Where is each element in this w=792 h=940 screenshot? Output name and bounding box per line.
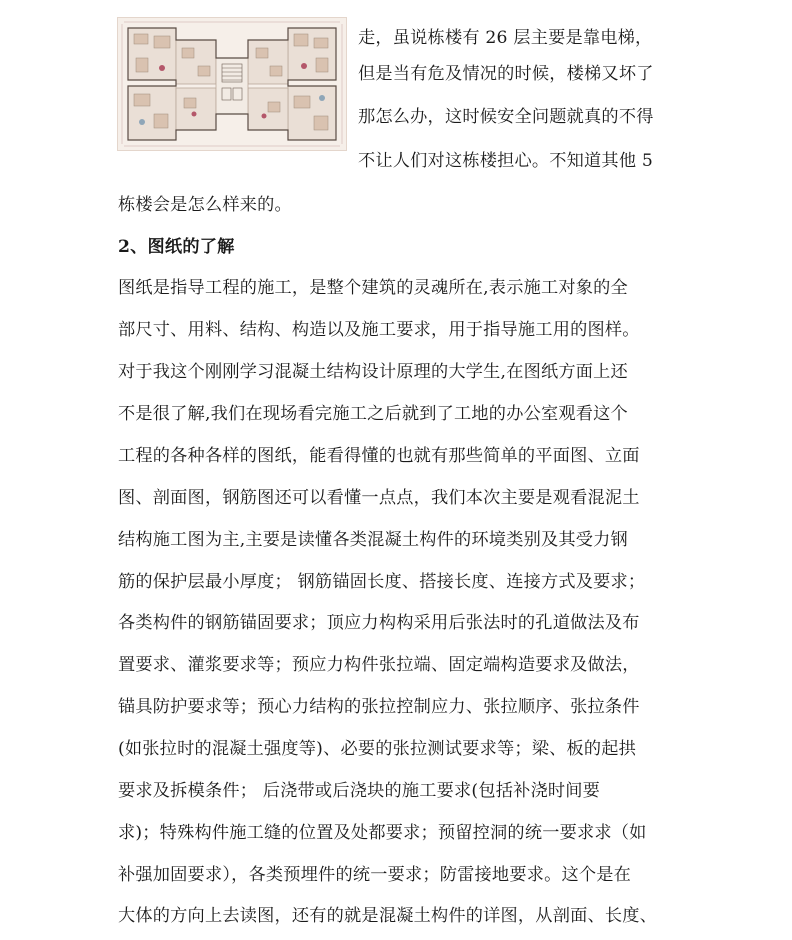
body-text-line: 工程的各种各样的图纸，能看得懂的也就有那些简单的平面图、立面 [118, 446, 640, 466]
body-text-line: 部尺寸、用料、结构、构造以及施工要求，用于指导施工用的图样。 [118, 320, 640, 340]
body-text-line: 置要求、灌浆要求等；预应力构件张拉端、固定端构造要求及做法， [118, 655, 640, 675]
body-text-line: 图、剖面图，钢筋图还可以看懂一点点，我们本次主要是观看混泥土 [118, 488, 640, 508]
float-text-line: 但是当有危及情况的时候，楼梯又坏了 [358, 64, 654, 84]
body-text-line: 不是很了解,我们在现场看完施工之后就到了工地的办公室观看这个 [118, 404, 628, 424]
body-text-line: 补强加固要求），各类预埋件的统一要求；防雷接地要求。这个是在 [118, 865, 632, 885]
float-text-line: 不让人们对这栋楼担心。不知道其他 5 [358, 151, 654, 171]
floor-plan-image [117, 17, 347, 151]
body-text-line: (如张拉时的混凝土强度等)、必要的张拉测试要求等；梁、板的起拱 [118, 739, 637, 759]
section-heading: 2、图纸的了解 [118, 237, 235, 257]
body-text-line: 大体的方向上去读图，还有的就是混凝土构件的详图，从剖面、长度、 [118, 906, 658, 926]
float-text-line: 走，虽说栋楼有 26 层主要是靠电梯， [358, 28, 653, 48]
body-text-line: 各类构件的钢筋锚固要求；顶应力构构采用后张法时的孔道做法及布 [118, 613, 640, 633]
floor-plan-drawing [118, 18, 346, 150]
float-text-line: 那怎么办，这时候安全问题就真的不得 [358, 107, 654, 127]
body-text-line: 对于我这个刚刚学习混凝土结构设计原理的大学生,在图纸方面上还 [118, 362, 628, 382]
body-text-line: 结构施工图为主,主要是读懂各类混凝土构件的环境类别及其受力钢 [118, 530, 628, 550]
body-text-line: 求)；特殊构件施工缝的位置及处都要求；预留控洞的统一要求求（如 [118, 823, 647, 843]
body-text-line: 锚具防护要求等；预心力结构的张拉控制应力、张拉顺序、张拉条件 [118, 697, 640, 717]
body-text-line: 要求及拆模条件； 后浇带或后浇块的施工要求(包括补浇时间要 [118, 781, 601, 801]
body-text-line: 图纸是指导工程的施工，是整个建筑的灵魂所在,表示施工对象的全 [118, 278, 628, 298]
body-text-line: 筋的保护层最小厚度； 钢筋锚固长度、搭接长度、连接方式及要求； [118, 572, 646, 592]
paragraph-end-line: 栋楼会是怎么样来的。 [118, 195, 292, 215]
